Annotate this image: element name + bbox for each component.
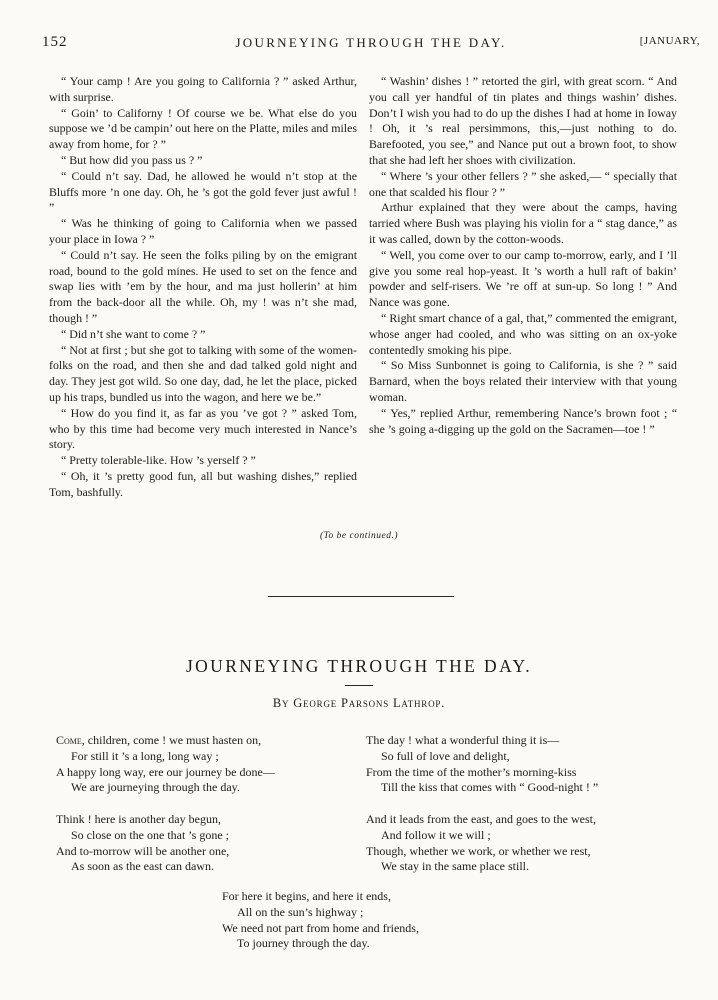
poem-line: So close on the one that ’s gone ; — [71, 827, 229, 842]
story-paragraph: “ How do you find it, as far as you ’ve got ? ” asked Tom, who by this time had become very much interested in Nance’s story. — [49, 405, 357, 452]
poem-line: Think ! here is another day begun, — [56, 812, 221, 826]
poem-line: And it leads from the east, and goes to the west, — [366, 812, 596, 826]
running-title: JOURNEYING THROUGH THE DAY. — [235, 35, 507, 50]
story-paragraph: “ Goin’ to Californy ! Of course we be. What else do you suppose we ’d be campin’ out here on the Platte, miles and miles away from home, for ? ” — [49, 105, 357, 152]
poem-line: We need not part from home and friends, — [222, 920, 419, 935]
poem-line: To journey through the day. — [237, 936, 370, 951]
section-divider — [268, 596, 454, 597]
poem-line: For still it ’s a long, long way ; — [71, 748, 219, 763]
page-number: 152 — [42, 34, 68, 50]
story-paragraph: “ Yes,” replied Arthur, remembering Nance’s brown foot ; “ she ’s going a-digging up the gold on the Sacramen—toe ! ” — [369, 405, 677, 436]
story-paragraph: “ Your camp ! Are you going to California ? ” asked Arthur, with surprise. — [49, 74, 357, 104]
poem-line: We are journeying through the day. — [71, 780, 240, 795]
story-paragraph: “ Washin’ dishes ! ” retorted the girl, with great scorn. “ And you call yer handful of tin plates and things washin’ dishes. Don’t I wish you had to do up the dishes I had at home in Ioway ! Oh, it ’s real persimmons, this,—just nothing to do. Barefooted, you see,” and Nance put out a brown foot, to show that she had left her shoes with civilization. — [369, 74, 677, 167]
to-be-continued-note: (To be continued.) — [319, 531, 399, 541]
issue-month: [JANUARY, — [639, 35, 700, 47]
story-paragraph: “ Not at first ; but she got to talking with some of the women-folks on the road, and then she and dad talked gold night and day. They jest got wild. So one day, dad, he let the place, picked up his traps, bundled us into the wagon, and here we be.” — [49, 342, 357, 404]
poem-byline: By George Parsons Lathrop. — [272, 696, 446, 710]
poem-line: From the time of the mother’s morning-kiss — [366, 764, 577, 779]
poem-stanza-5 — [222, 889, 419, 952]
story-paragraph: “ Pretty tolerable-like. How ’s yerself ? ” — [61, 453, 256, 468]
title-rule — [345, 685, 373, 686]
poem-line: And follow it we will ; — [381, 827, 491, 842]
poem-stanza-1 — [56, 733, 275, 796]
story-left-column — [49, 74, 357, 501]
poem-line: Come, children, come ! we must hasten on, — [56, 733, 262, 747]
poem-stanza-4 — [366, 812, 596, 875]
poem-line: A happy long way, ere our journey be done— — [56, 764, 275, 779]
story-paragraph: “ Right smart chance of a gal, that,” commented the emigrant, whose anger had cooled, and who was sitting on an ox-yoke contentedly smoking his pipe. — [369, 310, 677, 357]
poem-line: The day ! what a wonderful thing it is— — [366, 733, 560, 747]
poem-line: All on the sun’s highway ; — [237, 904, 364, 919]
running-header — [42, 34, 700, 52]
story-right-column — [369, 74, 677, 437]
poem-line: So full of love and delight, — [381, 748, 510, 763]
story-paragraph: “ But how did you pass us ? ” — [61, 152, 203, 167]
poem-title: JOURNEYING THROUGH THE DAY. — [185, 656, 533, 676]
story-paragraph: “ Oh, it ’s pretty good fun, all but washing dishes,” replied Tom, bashfully. — [49, 468, 357, 499]
story-paragraph: “ So Miss Sunbonnet is going to California, is she ? ” said Barnard, when the boys related their interview with that young woman. — [369, 358, 677, 404]
story-paragraph: “ Could n’t say. He seen the folks piling by on the emigrant road, bound to the gold mines. He used to set on the fence and swap lies with ’em by the hour, and ma just hollerin’ at him from the back-door all the while. Oh, my ! was n’t she mad, though ! ” — [49, 247, 357, 325]
poem-line: And to-morrow will be another one, — [56, 843, 230, 858]
poem-stanza-3 — [366, 733, 598, 796]
story-paragraph: “ Where ’s your other fellers ? ” she asked,— “ specially that one that scalded his flour ? ” — [369, 168, 677, 199]
story-paragraph: “ Did n’t she want to come ? ” — [61, 326, 206, 341]
story-paragraph: “ Well, you come over to our camp to-morrow, early, and I ’ll give you some real hop-yeast. It ’s worth a hull raft of bakin’ powder and self-risers. We ’re off at sun-up. So long ! ” And Nance was gone. — [369, 247, 677, 310]
poem-stanza-2 — [56, 812, 229, 875]
poem-line: As soon as the east can dawn. — [71, 859, 214, 874]
poem-line: We stay in the same place still. — [381, 859, 529, 874]
poem-line: Till the kiss that comes with “ Good-night ! ” — [381, 780, 599, 795]
story-paragraph: Arthur explained that they were about the camps, having tarried where Bush was playing his violin for a “ stag dance,” as it was called, down by the cotton-woods. — [369, 200, 677, 246]
poem-line: Though, whether we work, or whether we rest, — [366, 843, 591, 858]
drop-word: Come — [56, 733, 82, 747]
poem-line: For here it begins, and here it ends, — [222, 889, 391, 903]
story-paragraph: “ Was he thinking of going to California when we passed your place in Iowa ? ” — [49, 216, 357, 246]
story-paragraph: “ Could n’t say. Dad, he allowed he would n’t stop at the Bluffs more ’n one day. Oh, he ’s got the gold fever just awful ! ” — [49, 168, 357, 215]
